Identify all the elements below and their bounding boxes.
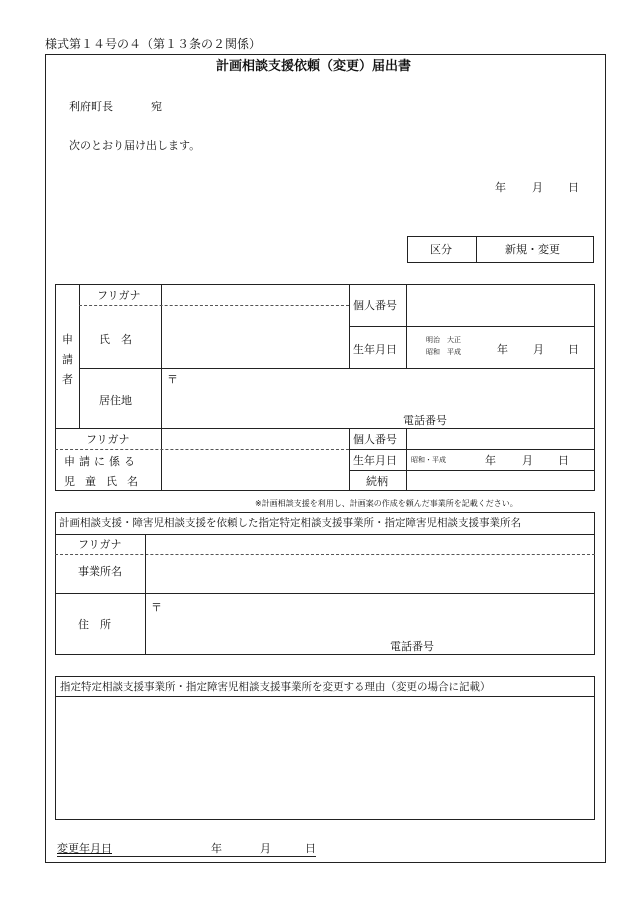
office-postal-mark: 〒: [151, 601, 162, 614]
child-personal-no-label: 個人番号: [353, 433, 397, 446]
office-address-label: 住 所: [78, 618, 111, 631]
category-value[interactable]: 新規・変更: [505, 243, 560, 256]
applicant-name-label: 氏 名: [99, 333, 132, 346]
child-birth-year: 年: [485, 454, 496, 467]
applicant-name-field[interactable]: [163, 307, 347, 366]
applicant-furigana-label: フリガナ: [97, 289, 141, 302]
date-year-label: 年: [495, 181, 506, 194]
child-eras: 昭和・平成: [411, 456, 446, 464]
note-text: ※計画相談支援を利用し、計画案の作成を頼んだ事業所を記載ください。: [255, 499, 518, 508]
applicant-personal-no-label: 個人番号: [353, 299, 397, 312]
office-furigana-field[interactable]: [147, 536, 593, 553]
applicant-side-char-1: 申: [62, 333, 73, 346]
reason-field[interactable]: [57, 699, 593, 818]
child-birth-month: 月: [522, 454, 533, 467]
applicant-birth-year: 年: [497, 343, 508, 356]
applicant-furigana-field[interactable]: [163, 286, 347, 304]
child-furigana-label: フリガナ: [86, 433, 130, 446]
office-name-field[interactable]: [147, 556, 593, 592]
form-title: 計画相談支援依頼（変更）届出書: [216, 59, 412, 74]
change-date-month: 月: [260, 842, 271, 855]
applicant-eras-top: 明治 大正: [426, 336, 461, 344]
applicant-eras-bottom: 昭和 平成: [426, 348, 461, 356]
applicant-address-field[interactable]: [163, 370, 593, 412]
addressee-suffix: 宛: [151, 100, 162, 113]
office-address-field[interactable]: [147, 596, 593, 632]
applicant-personal-no-field[interactable]: [408, 286, 593, 324]
change-date-underline: [57, 856, 316, 857]
child-name-field[interactable]: [163, 451, 347, 489]
applicant-birth-label: 生年月日: [353, 343, 397, 356]
addressee-name: 利府町長: [69, 100, 113, 113]
category-label: 区分: [430, 243, 452, 256]
office-name-label: 事業所名: [78, 565, 122, 578]
office-furigana-label: フリガナ: [78, 538, 122, 551]
change-date-field[interactable]: [118, 840, 316, 856]
form-number: 様式第１４号の４（第１３条の２関係）: [45, 37, 262, 51]
child-relation-label: 続柄: [366, 475, 388, 488]
applicant-side-char-2: 請: [62, 353, 73, 366]
date-day-label: 日: [568, 181, 579, 194]
office-header: 計画相談支援・障害児相談支援を依頼した指定特定相談支援事業所・指定障害児相談支援事業所名: [59, 517, 521, 529]
applicant-address-label: 居住地: [99, 394, 132, 407]
child-personal-no-field[interactable]: [408, 430, 593, 448]
date-month-label: 月: [532, 181, 543, 194]
child-label-line2: 児童氏名: [64, 475, 148, 488]
change-date-day: 日: [305, 842, 316, 855]
applicant-phone-label: 電話番号: [403, 414, 447, 427]
applicant-side-char-3: 者: [62, 373, 73, 386]
office-phone-label: 電話番号: [390, 640, 434, 653]
reason-header: 指定特定相談支援事業所・指定障害児相談支援事業所を変更する理由（変更の場合に記載）: [60, 681, 491, 693]
child-birth-day: 日: [558, 454, 569, 467]
applicant-birth-month: 月: [533, 343, 544, 356]
child-relation-field[interactable]: [408, 472, 593, 489]
intro-text: 次のとおり届け出します。: [69, 139, 201, 152]
change-date-label: 変更年月日: [57, 842, 112, 855]
applicant-postal-mark: 〒: [167, 373, 178, 386]
change-date-year: 年: [211, 842, 222, 855]
applicant-birth-day: 日: [568, 343, 579, 356]
child-furigana-field[interactable]: [163, 430, 347, 448]
child-label-line1: 申請に係る: [64, 455, 139, 468]
child-birth-label: 生年月日: [353, 454, 397, 467]
